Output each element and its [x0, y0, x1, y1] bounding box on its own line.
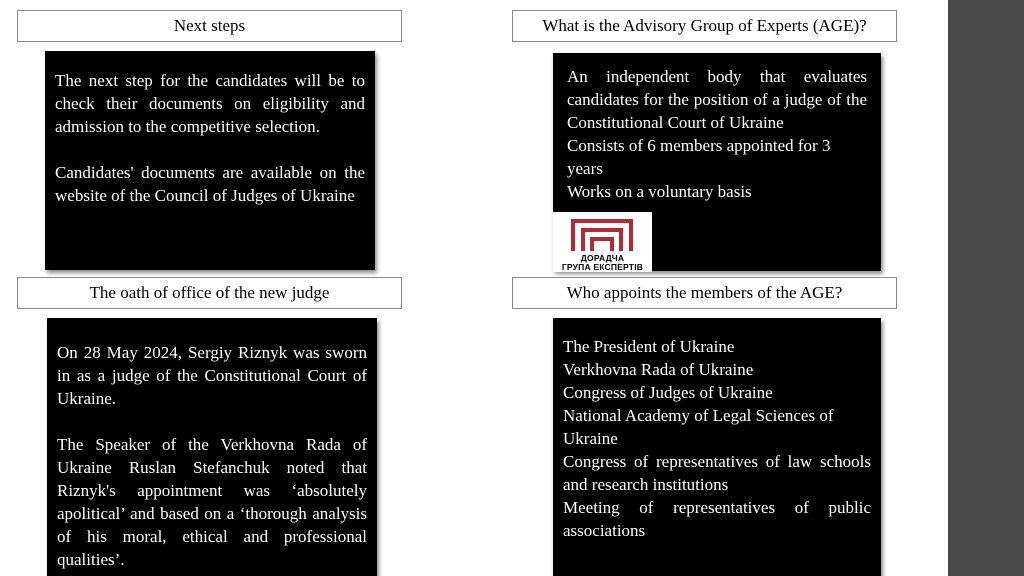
- appointer-item-2: Verkhovna Rada of Ukraine: [563, 360, 754, 379]
- appointers-heading: [512, 277, 897, 309]
- next-steps-heading-text: Next steps: [173, 16, 246, 35]
- appointers-heading-text: Who appoints the members of the AGE?: [566, 283, 843, 302]
- appointer-item-1: The President of Ukraine: [563, 337, 735, 356]
- age-line-2: Consists of 6 members appointed for 3 years: [567, 136, 831, 178]
- next-steps-heading: [17, 10, 402, 42]
- appointers-box: [553, 318, 881, 576]
- age-line-3: Works on a voluntary basis: [567, 182, 752, 201]
- appointer-item-4: National Academy of Legal Sciences of Ukraine: [563, 406, 834, 448]
- age-logo: [553, 212, 652, 272]
- age-line-1: An independent body that evaluates candidates for the position of a judge of the Constitutional Court of Ukraine: [567, 67, 867, 132]
- age-heading-text: What is the Advisory Group of Experts (AGE)?: [542, 16, 867, 35]
- age-heading: [512, 10, 897, 42]
- oath-paragraph-2: The Speaker of the Verkhovna Rada of Ukraine Ruslan Stefanchuk noted that Riznyk's appointment was ‘absolutely apolitical’ and based on a ‘thorough analysis of his moral, ethical and professional qualities’.: [57, 435, 367, 569]
- oath-heading: [17, 277, 402, 309]
- appointer-item-6: Meeting of representatives of public associations: [563, 498, 871, 540]
- oath-paragraph-1: On 28 May 2024, Sergiy Riznyk was sworn in as a judge of the Constitutional Court of Ukraine.: [57, 343, 367, 408]
- appointer-item-3: Congress of Judges of Ukraine: [563, 383, 773, 402]
- next-steps-paragraph-2: Candidates' documents are available on the website of the Council of Judges of Ukraine: [55, 163, 365, 205]
- oath-box: [47, 318, 377, 576]
- oath-heading-text: The oath of office of the new judge: [89, 283, 330, 302]
- appointer-item-5: Congress of representatives of law schools and research institutions: [563, 452, 871, 494]
- age-logo-text-line2: ГРУПА ЕКСПЕРТІВ: [561, 262, 644, 272]
- next-steps-box: [45, 51, 375, 270]
- right-sidebar-panel: [948, 0, 1024, 576]
- next-steps-paragraph-1: The next step for the candidates will be to check their documents on eligibility and admission to the competitive selection.: [55, 71, 365, 136]
- age-logo-text-line1: ДОРАДЧА: [580, 253, 625, 263]
- age-logo-emblem-icon: [570, 217, 634, 253]
